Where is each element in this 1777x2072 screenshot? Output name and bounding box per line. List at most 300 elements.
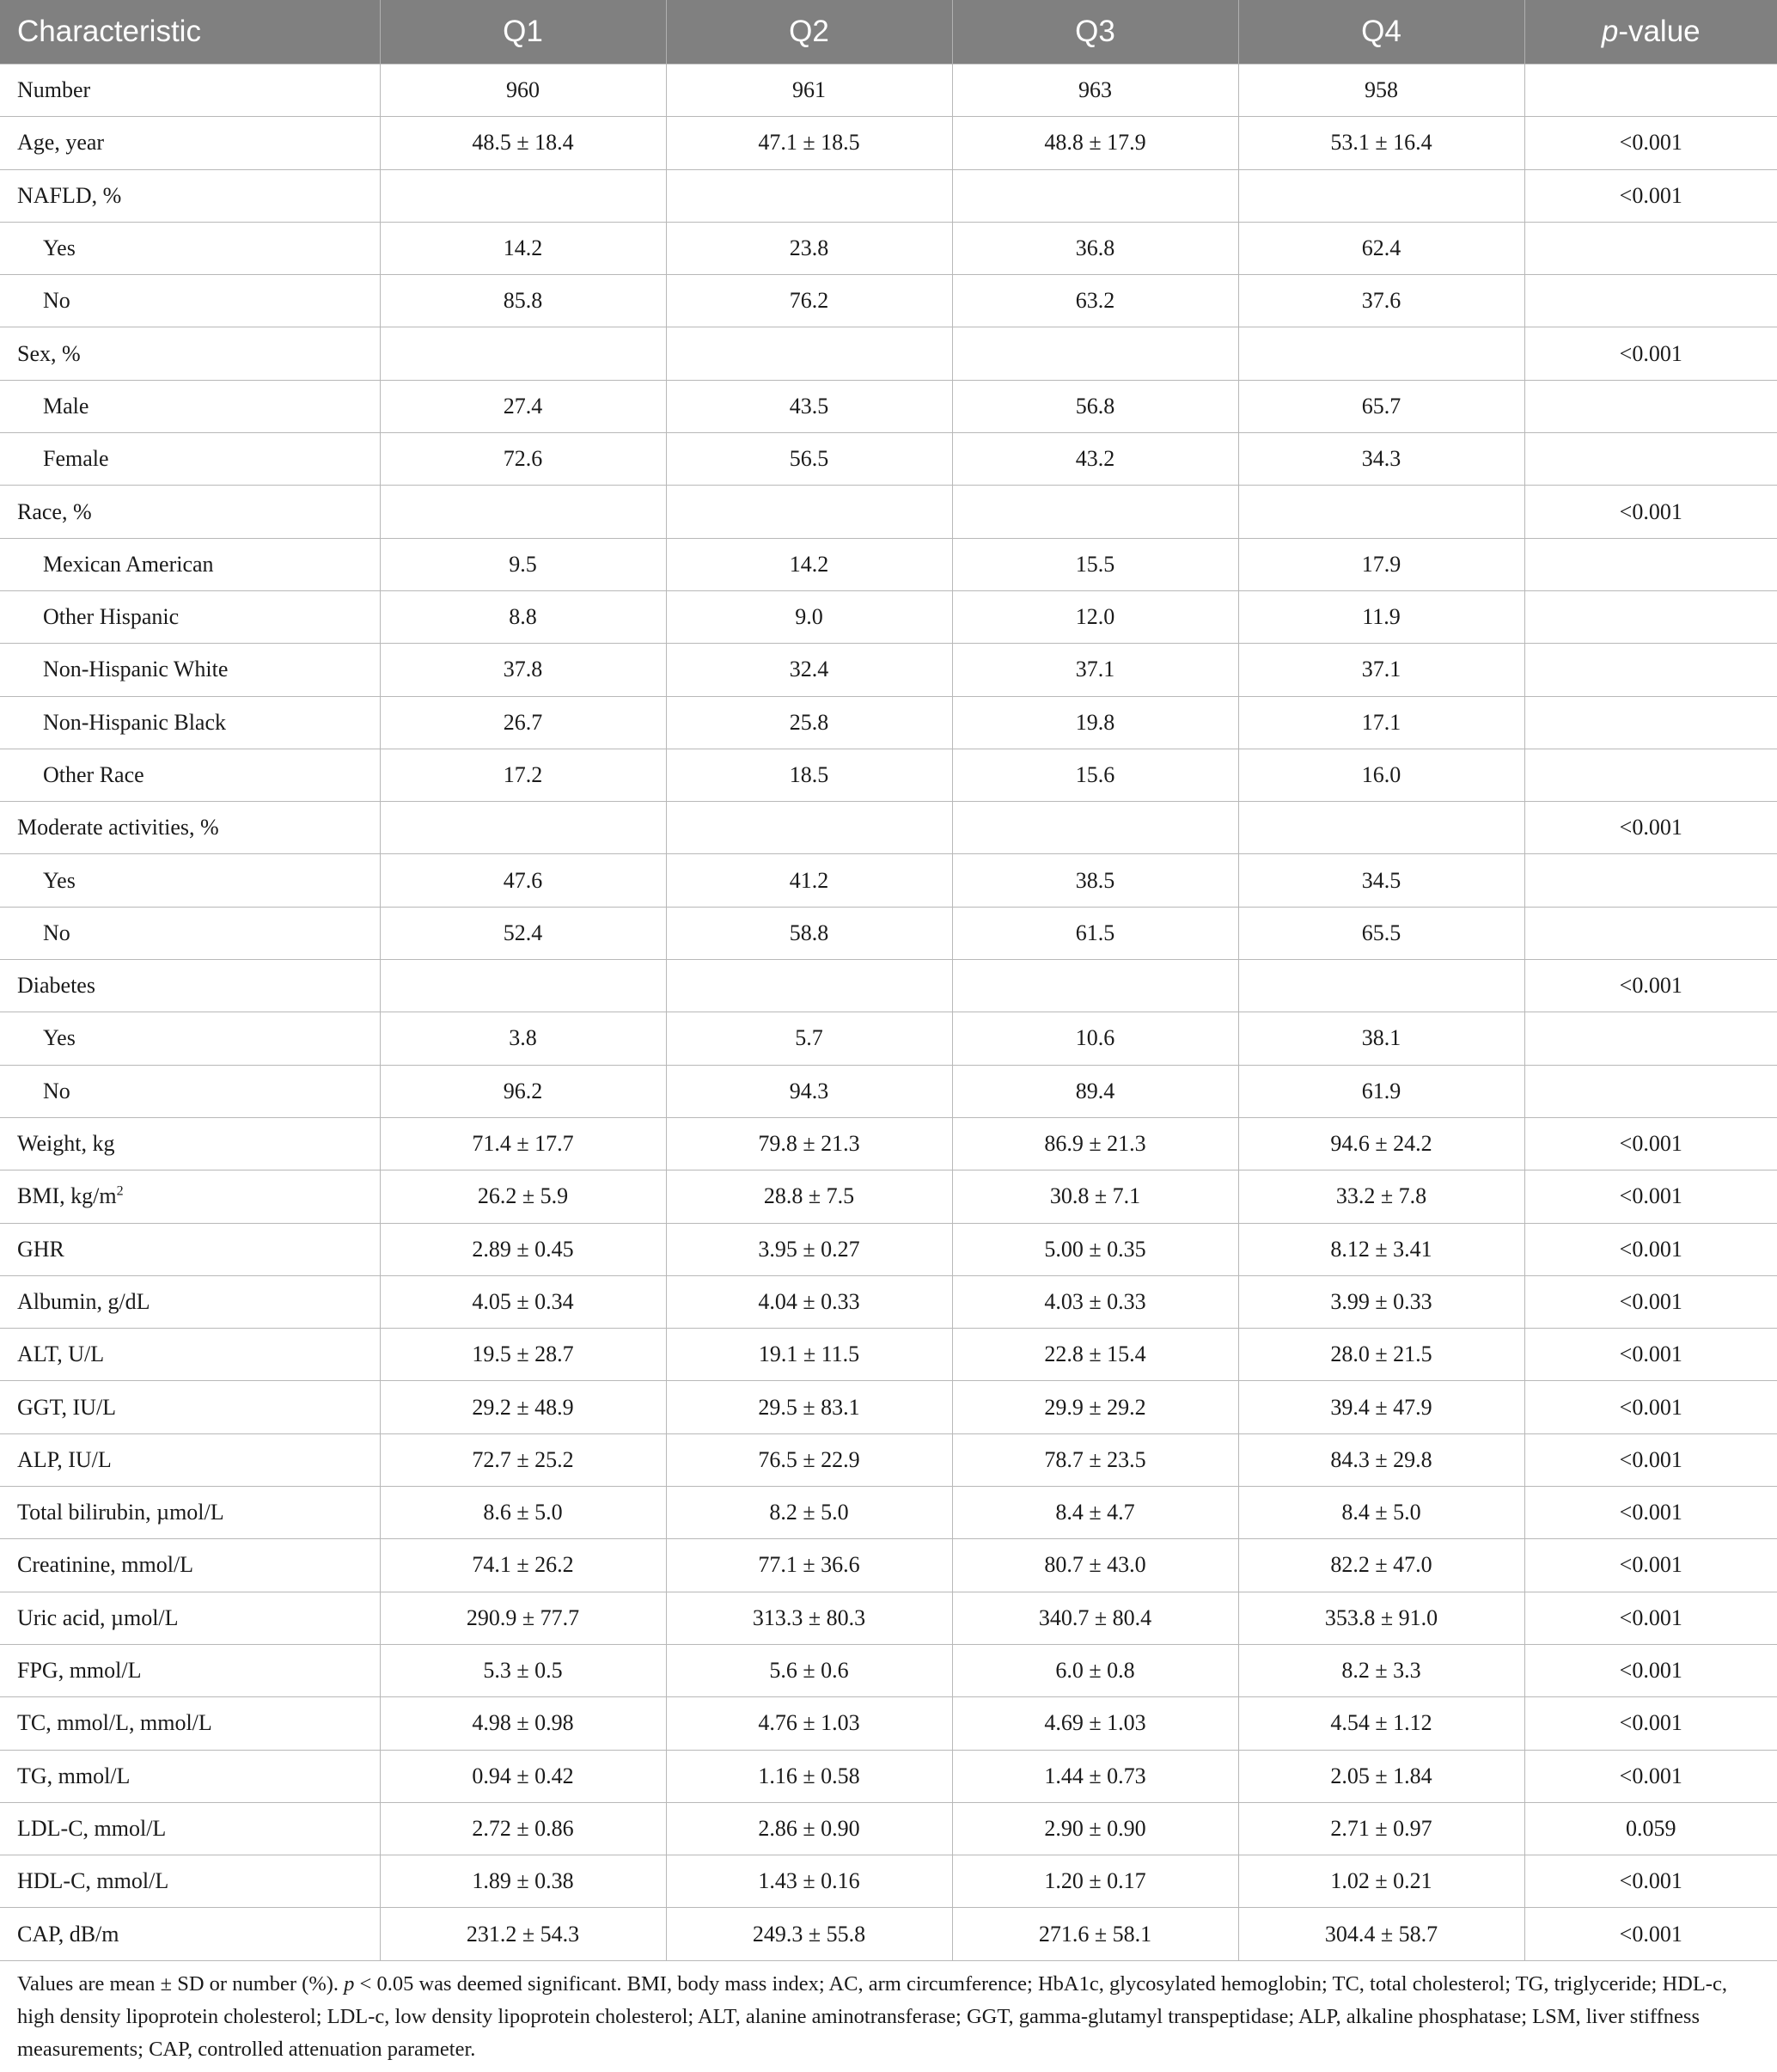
row-label-text: BMI, kg/m — [17, 1183, 117, 1209]
q1-cell: 71.4 ± 17.7 — [380, 1117, 666, 1170]
q4-cell: 38.1 — [1238, 1012, 1524, 1065]
row-label — [0, 1539, 380, 1592]
row-label-text: Total bilirubin, µmol/L — [17, 1500, 224, 1525]
q1-cell: 4.98 ± 0.98 — [380, 1697, 666, 1750]
p-value-cell — [1524, 64, 1777, 117]
p-value-cell — [1524, 749, 1777, 801]
header-p-suffix: -value — [1618, 15, 1701, 48]
q3-cell: 1.20 ± 0.17 — [952, 1855, 1238, 1908]
q2-cell — [666, 802, 952, 854]
row-label-text: LDL-C, mmol/L — [17, 1815, 167, 1841]
q1-cell: 72.6 — [380, 433, 666, 486]
row-label-text: Other Race — [43, 762, 144, 787]
row-label-text: FPG, mmol/L — [17, 1658, 142, 1684]
header-q2: Q2 — [666, 0, 952, 64]
row-label — [0, 1012, 380, 1065]
q4-cell: 65.7 — [1238, 380, 1524, 432]
header-p-value — [1524, 0, 1777, 64]
q3-cell: 1.44 ± 0.73 — [952, 1750, 1238, 1802]
row-label — [0, 644, 380, 696]
row-label-text: Creatinine, mmol/L — [17, 1552, 194, 1578]
row-label-text: GHR — [17, 1236, 64, 1262]
row-label — [0, 64, 380, 117]
row-label — [0, 1855, 380, 1908]
q3-cell — [952, 960, 1238, 1012]
q1-cell — [380, 486, 666, 538]
q3-cell: 30.8 ± 7.1 — [952, 1170, 1238, 1223]
row-label — [0, 1170, 380, 1223]
row-label — [0, 1487, 380, 1539]
q3-cell: 963 — [952, 64, 1238, 117]
q2-cell: 28.8 ± 7.5 — [666, 1170, 952, 1223]
q2-cell: 18.5 — [666, 749, 952, 801]
q3-cell: 271.6 ± 58.1 — [952, 1908, 1238, 1960]
q4-cell: 33.2 ± 7.8 — [1238, 1170, 1524, 1223]
q1-cell: 96.2 — [380, 1065, 666, 1117]
q3-cell: 8.4 ± 4.7 — [952, 1487, 1238, 1539]
q3-cell: 6.0 ± 0.8 — [952, 1644, 1238, 1696]
q3-cell: 10.6 — [952, 1012, 1238, 1065]
row-label — [0, 169, 380, 222]
p-value-cell: <0.001 — [1524, 117, 1777, 169]
table-row — [0, 590, 1777, 643]
q3-cell: 86.9 ± 21.3 — [952, 1117, 1238, 1170]
q3-cell: 80.7 ± 43.0 — [952, 1539, 1238, 1592]
q4-cell: 84.3 ± 29.8 — [1238, 1433, 1524, 1486]
q1-cell: 17.2 — [380, 749, 666, 801]
table-row — [0, 1223, 1777, 1275]
q1-cell: 4.05 ± 0.34 — [380, 1275, 666, 1328]
q3-cell: 48.8 ± 17.9 — [952, 117, 1238, 169]
row-label — [0, 802, 380, 854]
table-row — [0, 538, 1777, 590]
row-label-text: No — [43, 1078, 70, 1103]
row-label — [0, 1117, 380, 1170]
p-value-cell — [1524, 1065, 1777, 1117]
q1-cell: 231.2 ± 54.3 — [380, 1908, 666, 1960]
table-row — [0, 1012, 1777, 1065]
q1-cell: 27.4 — [380, 380, 666, 432]
row-label — [0, 854, 380, 907]
row-label — [0, 1697, 380, 1750]
q4-cell: 1.02 ± 0.21 — [1238, 1855, 1524, 1908]
q2-cell: 58.8 — [666, 907, 952, 959]
footnote-p-italic: p — [344, 1972, 355, 1996]
q4-cell: 16.0 — [1238, 749, 1524, 801]
q3-cell: 4.03 ± 0.33 — [952, 1275, 1238, 1328]
row-label — [0, 117, 380, 169]
p-value-cell: <0.001 — [1524, 1697, 1777, 1750]
table-row — [0, 696, 1777, 749]
q3-cell: 19.8 — [952, 696, 1238, 749]
q2-cell: 5.7 — [666, 1012, 952, 1065]
row-label-text: Other Hispanic — [43, 604, 180, 630]
q2-cell: 76.2 — [666, 275, 952, 327]
row-label-text: GGT, IU/L — [17, 1394, 117, 1420]
q1-cell — [380, 960, 666, 1012]
table-row — [0, 1802, 1777, 1855]
p-value-cell — [1524, 222, 1777, 274]
q4-cell — [1238, 802, 1524, 854]
q3-cell: 4.69 ± 1.03 — [952, 1697, 1238, 1750]
p-value-cell — [1524, 907, 1777, 959]
q2-cell: 77.1 ± 36.6 — [666, 1539, 952, 1592]
p-value-cell: <0.001 — [1524, 1644, 1777, 1696]
p-value-cell — [1524, 275, 1777, 327]
q4-cell: 34.3 — [1238, 433, 1524, 486]
p-value-cell — [1524, 644, 1777, 696]
table-row — [0, 854, 1777, 907]
q4-cell: 8.12 ± 3.41 — [1238, 1223, 1524, 1275]
row-label — [0, 327, 380, 380]
footnote-part1: Values are mean ± SD or number (%). — [17, 1972, 345, 1996]
p-value-cell: <0.001 — [1524, 1329, 1777, 1381]
table-row — [0, 117, 1777, 169]
table-row — [0, 1117, 1777, 1170]
row-label-text: Weight, kg — [17, 1131, 115, 1157]
row-label-text: Yes — [43, 867, 76, 893]
q2-cell: 19.1 ± 11.5 — [666, 1329, 952, 1381]
table-row — [0, 749, 1777, 801]
q3-cell: 29.9 ± 29.2 — [952, 1381, 1238, 1433]
table-row — [0, 1381, 1777, 1433]
row-label — [0, 433, 380, 486]
q1-cell: 9.5 — [380, 538, 666, 590]
q1-cell: 8.6 ± 5.0 — [380, 1487, 666, 1539]
table-row — [0, 169, 1777, 222]
p-value-cell: <0.001 — [1524, 1170, 1777, 1223]
p-value-cell: <0.001 — [1524, 1433, 1777, 1486]
row-label — [0, 590, 380, 643]
q4-cell: 39.4 ± 47.9 — [1238, 1381, 1524, 1433]
row-label-text: Sex, % — [17, 340, 81, 366]
row-label-superscript: 2 — [116, 1183, 124, 1199]
q4-cell: 304.4 ± 58.7 — [1238, 1908, 1524, 1960]
q3-cell: 12.0 — [952, 590, 1238, 643]
q1-cell: 2.89 ± 0.45 — [380, 1223, 666, 1275]
row-label-text: Race, % — [17, 498, 92, 524]
q1-cell: 74.1 ± 26.2 — [380, 1539, 666, 1592]
header-q4: Q4 — [1238, 0, 1524, 64]
p-value-cell: <0.001 — [1524, 327, 1777, 380]
q1-cell — [380, 802, 666, 854]
row-label-text: Non-Hispanic White — [43, 657, 229, 682]
row-label — [0, 538, 380, 590]
p-value-cell: <0.001 — [1524, 1381, 1777, 1433]
q1-cell: 5.3 ± 0.5 — [380, 1644, 666, 1696]
p-value-cell — [1524, 380, 1777, 432]
q3-cell: 340.7 ± 80.4 — [952, 1592, 1238, 1644]
q1-cell: 47.6 — [380, 854, 666, 907]
p-value-cell: <0.001 — [1524, 1487, 1777, 1539]
q3-cell: 61.5 — [952, 907, 1238, 959]
q2-cell — [666, 960, 952, 1012]
q3-cell: 22.8 ± 15.4 — [952, 1329, 1238, 1381]
table-row — [0, 1433, 1777, 1486]
row-label-text: TG, mmol/L — [17, 1763, 131, 1788]
q4-cell: 28.0 ± 21.5 — [1238, 1329, 1524, 1381]
q3-cell: 37.1 — [952, 644, 1238, 696]
row-label — [0, 1329, 380, 1381]
row-label-text: ALT, U/L — [17, 1342, 105, 1367]
q2-cell: 43.5 — [666, 380, 952, 432]
q4-cell — [1238, 169, 1524, 222]
table-row — [0, 1855, 1777, 1908]
q1-cell: 2.72 ± 0.86 — [380, 1802, 666, 1855]
q2-cell: 313.3 ± 80.3 — [666, 1592, 952, 1644]
q2-cell: 8.2 ± 5.0 — [666, 1487, 952, 1539]
p-value-cell: <0.001 — [1524, 802, 1777, 854]
q3-cell — [952, 327, 1238, 380]
q1-cell: 72.7 ± 25.2 — [380, 1433, 666, 1486]
q3-cell: 43.2 — [952, 433, 1238, 486]
q3-cell — [952, 169, 1238, 222]
q3-cell: 15.6 — [952, 749, 1238, 801]
header-row — [0, 0, 1777, 64]
q2-cell: 1.43 ± 0.16 — [666, 1855, 952, 1908]
q4-cell: 353.8 ± 91.0 — [1238, 1592, 1524, 1644]
table-row — [0, 327, 1777, 380]
p-value-cell: <0.001 — [1524, 1592, 1777, 1644]
q1-cell: 8.8 — [380, 590, 666, 643]
row-label-text: HDL-C, mmol/L — [17, 1868, 169, 1894]
table-row — [0, 802, 1777, 854]
q3-cell: 5.00 ± 0.35 — [952, 1223, 1238, 1275]
q3-cell: 36.8 — [952, 222, 1238, 274]
q2-cell: 94.3 — [666, 1065, 952, 1117]
q4-cell: 37.6 — [1238, 275, 1524, 327]
table-row — [0, 1750, 1777, 1802]
table-row — [0, 1644, 1777, 1696]
q1-cell: 29.2 ± 48.9 — [380, 1381, 666, 1433]
p-value-cell — [1524, 433, 1777, 486]
p-value-cell — [1524, 538, 1777, 590]
p-value-cell — [1524, 1012, 1777, 1065]
q4-cell: 37.1 — [1238, 644, 1524, 696]
q3-cell: 2.90 ± 0.90 — [952, 1802, 1238, 1855]
row-label — [0, 1433, 380, 1486]
q4-cell — [1238, 960, 1524, 1012]
q2-cell: 41.2 — [666, 854, 952, 907]
table-row — [0, 486, 1777, 538]
q2-cell: 76.5 ± 22.9 — [666, 1433, 952, 1486]
p-value-cell: 0.059 — [1524, 1802, 1777, 1855]
q1-cell: 85.8 — [380, 275, 666, 327]
row-label-text: No — [43, 920, 70, 945]
row-label-text: Male — [43, 393, 89, 419]
table-row — [0, 1908, 1777, 1960]
p-value-cell: <0.001 — [1524, 1223, 1777, 1275]
q1-cell: 3.8 — [380, 1012, 666, 1065]
q3-cell: 89.4 — [952, 1065, 1238, 1117]
table-row — [0, 275, 1777, 327]
q4-cell: 34.5 — [1238, 854, 1524, 907]
q4-cell: 8.4 ± 5.0 — [1238, 1487, 1524, 1539]
row-label-text: Age, year — [17, 130, 105, 156]
q2-cell: 14.2 — [666, 538, 952, 590]
q1-cell: 26.7 — [380, 696, 666, 749]
q3-cell: 38.5 — [952, 854, 1238, 907]
q2-cell: 2.86 ± 0.90 — [666, 1802, 952, 1855]
table-body — [0, 64, 1777, 1961]
q1-cell: 37.8 — [380, 644, 666, 696]
table-row — [0, 64, 1777, 117]
table-row — [0, 1329, 1777, 1381]
q2-cell: 5.6 ± 0.6 — [666, 1644, 952, 1696]
row-label-text: TC, mmol/L, mmol/L — [17, 1710, 212, 1736]
row-label-text: Yes — [43, 235, 76, 261]
p-value-cell: <0.001 — [1524, 960, 1777, 1012]
q4-cell: 94.6 ± 24.2 — [1238, 1117, 1524, 1170]
row-label — [0, 960, 380, 1012]
p-value-cell — [1524, 854, 1777, 907]
q1-cell: 960 — [380, 64, 666, 117]
table-footnote — [17, 1968, 1762, 2066]
q3-cell — [952, 802, 1238, 854]
q2-cell: 29.5 ± 83.1 — [666, 1381, 952, 1433]
row-label-text: Albumin, g/dL — [17, 1288, 150, 1314]
q2-cell: 56.5 — [666, 433, 952, 486]
q4-cell: 4.54 ± 1.12 — [1238, 1697, 1524, 1750]
q3-cell: 56.8 — [952, 380, 1238, 432]
table-row — [0, 433, 1777, 486]
q2-cell: 4.04 ± 0.33 — [666, 1275, 952, 1328]
p-value-cell: <0.001 — [1524, 1275, 1777, 1328]
q2-cell: 3.95 ± 0.27 — [666, 1223, 952, 1275]
p-value-cell: <0.001 — [1524, 1908, 1777, 1960]
row-label-text: No — [43, 288, 70, 314]
q4-cell: 65.5 — [1238, 907, 1524, 959]
p-value-cell: <0.001 — [1524, 1539, 1777, 1592]
q4-cell: 17.9 — [1238, 538, 1524, 590]
q2-cell: 9.0 — [666, 590, 952, 643]
row-label — [0, 696, 380, 749]
q1-cell: 14.2 — [380, 222, 666, 274]
row-label — [0, 275, 380, 327]
header-characteristic: Characteristic — [0, 0, 380, 64]
q3-cell: 63.2 — [952, 275, 1238, 327]
q1-cell — [380, 169, 666, 222]
footnote-part2: < 0.05 was deemed significant. BMI, body mass index; AC, arm circumference; HbA1c, glycosylated hemoglobin; TC, total cholesterol; TG, triglyceride; HDL-c, high density lipoprotein cholesterol; LDL-c, low density lipoprotein cholesterol; ALT, alanine aminotransferase; GGT, gamma-glutamyl transpeptidase; ALP, alkaline phosphatase; LSM, liver stiffness measurements; CAP, controlled attenuation parameter. — [17, 1972, 1727, 2061]
q3-cell — [952, 486, 1238, 538]
q1-cell: 48.5 ± 18.4 — [380, 117, 666, 169]
row-label-text: CAP, dB/m — [17, 1921, 119, 1947]
header-q3: Q3 — [952, 0, 1238, 64]
row-label — [0, 1223, 380, 1275]
q2-cell: 4.76 ± 1.03 — [666, 1697, 952, 1750]
q1-cell: 0.94 ± 0.42 — [380, 1750, 666, 1802]
q2-cell: 79.8 ± 21.3 — [666, 1117, 952, 1170]
q1-cell: 1.89 ± 0.38 — [380, 1855, 666, 1908]
q4-cell: 2.05 ± 1.84 — [1238, 1750, 1524, 1802]
header-q1: Q1 — [380, 0, 666, 64]
q1-cell: 19.5 ± 28.7 — [380, 1329, 666, 1381]
row-label — [0, 1908, 380, 1960]
table-header — [0, 0, 1777, 64]
q1-cell: 290.9 ± 77.7 — [380, 1592, 666, 1644]
row-label — [0, 222, 380, 274]
row-label-text: Uric acid, µmol/L — [17, 1604, 179, 1630]
q2-cell: 23.8 — [666, 222, 952, 274]
q2-cell — [666, 327, 952, 380]
q2-cell: 1.16 ± 0.58 — [666, 1750, 952, 1802]
table-row — [0, 1592, 1777, 1644]
row-label-text: Mexican American — [43, 551, 214, 577]
q4-cell — [1238, 486, 1524, 538]
q2-cell: 961 — [666, 64, 952, 117]
q4-cell: 11.9 — [1238, 590, 1524, 643]
row-label-text: Moderate activities, % — [17, 815, 219, 840]
row-label — [0, 1802, 380, 1855]
row-label — [0, 1592, 380, 1644]
q4-cell: 2.71 ± 0.97 — [1238, 1802, 1524, 1855]
row-label — [0, 486, 380, 538]
q1-cell: 52.4 — [380, 907, 666, 959]
row-label-text: Diabetes — [17, 973, 95, 999]
row-label-text: Non-Hispanic Black — [43, 709, 227, 735]
q2-cell — [666, 486, 952, 538]
q4-cell: 62.4 — [1238, 222, 1524, 274]
q4-cell: 8.2 ± 3.3 — [1238, 1644, 1524, 1696]
q4-cell — [1238, 327, 1524, 380]
table-row — [0, 1275, 1777, 1328]
row-label-text: Female — [43, 446, 109, 472]
row-label — [0, 907, 380, 959]
table-row — [0, 907, 1777, 959]
p-value-cell: <0.001 — [1524, 1117, 1777, 1170]
table-row — [0, 1487, 1777, 1539]
q2-cell: 25.8 — [666, 696, 952, 749]
row-label-text: NAFLD, % — [17, 182, 122, 208]
q3-cell: 15.5 — [952, 538, 1238, 590]
table-row — [0, 380, 1777, 432]
row-label — [0, 1065, 380, 1117]
row-label — [0, 749, 380, 801]
row-label — [0, 1750, 380, 1802]
q4-cell: 958 — [1238, 64, 1524, 117]
row-label — [0, 1644, 380, 1696]
p-value-cell: <0.001 — [1524, 486, 1777, 538]
q4-cell: 82.2 ± 47.0 — [1238, 1539, 1524, 1592]
table-row — [0, 1065, 1777, 1117]
row-label — [0, 1275, 380, 1328]
q2-cell: 32.4 — [666, 644, 952, 696]
q2-cell: 47.1 ± 18.5 — [666, 117, 952, 169]
header-p-italic: p — [1601, 15, 1619, 48]
table-row — [0, 1170, 1777, 1223]
q1-cell — [380, 327, 666, 380]
table-row — [0, 222, 1777, 274]
q4-cell: 53.1 ± 16.4 — [1238, 117, 1524, 169]
q4-cell: 3.99 ± 0.33 — [1238, 1275, 1524, 1328]
q4-cell: 61.9 — [1238, 1065, 1524, 1117]
q1-cell: 26.2 ± 5.9 — [380, 1170, 666, 1223]
q4-cell: 17.1 — [1238, 696, 1524, 749]
p-value-cell — [1524, 696, 1777, 749]
p-value-cell — [1524, 590, 1777, 643]
row-label-text: Number — [17, 77, 91, 103]
table-row — [0, 960, 1777, 1012]
table-row — [0, 1539, 1777, 1592]
table-row — [0, 644, 1777, 696]
row-label-text: ALP, IU/L — [17, 1446, 112, 1472]
row-label — [0, 1381, 380, 1433]
q3-cell: 78.7 ± 23.5 — [952, 1433, 1238, 1486]
row-label-text: Yes — [43, 1025, 76, 1051]
p-value-cell: <0.001 — [1524, 169, 1777, 222]
q2-cell: 249.3 ± 55.8 — [666, 1908, 952, 1960]
p-value-cell: <0.001 — [1524, 1855, 1777, 1908]
